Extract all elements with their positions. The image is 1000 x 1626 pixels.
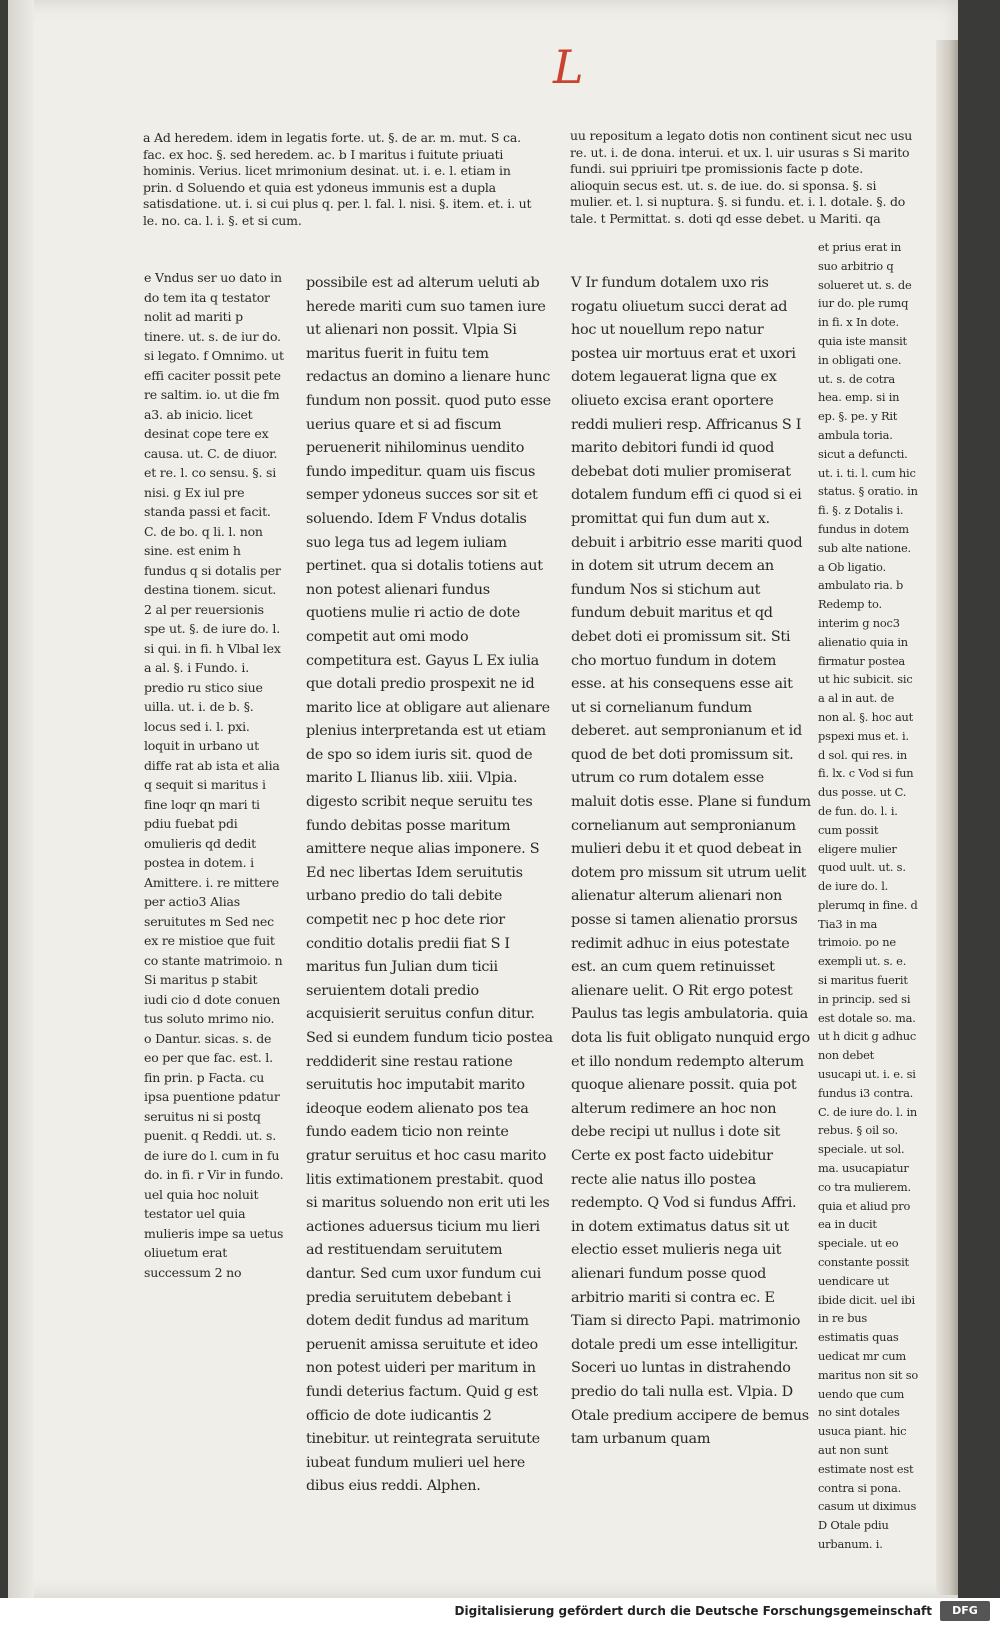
manuscript-page	[8, 0, 958, 1598]
folio-letter: L	[553, 40, 584, 94]
top-left-gloss: a Ad heredem. idem in legatis forte. ut. §. de ar. m. mut. S ca. fac. ex hoc. §. sed heredem. ac. b I maritus i fuitute priuati hominis. Verius. licet mrimonium desinat. ut. i. e. l. etiam in prin. d Soluendo et quia est ydoneus immunis est a dupla satisdatione. ut. i. si cui plus q. per. l. fal. l. nisi. §. item. et. i. ut le. no. ca. l. i. §. et si cum.	[143, 130, 532, 228]
main-text-column-1: possibile est ad alterum ueluti ab herede mariti cum suo tamen iure ut alienari non possit. Vlpia Si maritus fuerit in fuitu tem redactus an domino a lienare hunc fundum non possit. quod puto esse uerius quare et si ad fiscum peruenerit nihilominus uendito fundo impeditur. quam uis fiscus semper ydoneus succes sor sit et soluendo. Idem F Vndus dotalis suo lega tus ad legem iuliam pertinet. qua si dotalis totiens aut non potest alienari fundus quotiens mulie ri actio de dote competit aut omi modo competitura est. Gayus L Ex iulia que dotali predio prospexit ne id marito lice at obligare aut alienare plenius interpretanda est ut etiam de spo so idem iuris sit. quod de marito L Ilianus lib. xiii. Vlpia. digesto scribit neque seruitu tes fundo debitas posse maritum amittere neque alias imponere. S Ed nec libertas Idem seruitutis urbano predio do tali debite competit nec p hoc dete rior conditio dotalis predii fiat S I maritus fun Julian dum ticii seruientem dotali predio acquisierit seruitus confun ditur. Sed si eundem fundum ticio postea reddiderit sine restau ratione seruitutis hoc imputabit marito ideoque eodem alienato pos tea fundo eadem ticio non reinte gratur seruitus et hoc casu marito litis extimationem prestabit. quod si maritus soluendo non erit uti les actiones aduersus ticium mu lieri ad restituendam seruitutem dantur. Sed cum uxor fundum cui predia seruitutem debebant i dotem dedit fundus ad maritum peruenit amissa seruitute et ideo non potest uideri per maritum in fundi deterius factum. Quid g est officio de dote iudicantis 2 tinebitur. ut reintegrata seruitute iubeat fundum mulieri uel here dibus eius reddi. Alphen.	[306, 275, 553, 1495]
right-gloss-column: et prius erat in suo arbitrio q solueret ut. s. de iur do. ple rumq in fi. x In dote. quia iste mansit in obligati one. ut. s. de cotra hea. emp. si in ep. §. pe. y Rit ambula toria. sicut a defuncti. ut. i. ti. l. cum hic status. § oratio. in fi. §. z Dotalis i. fundus in dotem sub alte natione. a Ob ligatio. ambulato ria. b Redemp to. interim g noc3 alienatio quia in firmatur postea ut hic subicit. sic a al in aut. de non al. §. hoc aut pspexi mus et. i. d sol. qui res. in fi. lx. c Vod si fun dus posse. ut C. de fun. do. l. i. cum possit eligere mulier quod uult. ut. s. de iure do. l. plerumq in fine. d Tia3 in ma trimoio. po ne exempli ut. s. e. si maritus fuerit in princip. sed si est dotale so. ma. ut h dicit g adhuc non debet usucapi ut. i. e. si fundus i3 contra. C. de iure do. l. in rebus. § oil so. speciale. ut sol. ma. usucapiatur co tra mulierem. quia et aliud pro ea in ducit speciale. ut eo constante possit uendicare ut ibide dicit. uel ibi in re bus estimatis quas uedicat mr cum maritus non sit so uendo que cum no sint dotales usuca piant. hic aut non sunt estimate nost est contra si pona. casum ut diximus D Otale pdiu urbanum. i.	[818, 240, 919, 1551]
funding-credit: Digitalisierung gefördert durch die Deutsche Forschungsgemeinschaft	[454, 1604, 932, 1618]
dfg-logo: DFG	[940, 1601, 990, 1621]
page-fore-edge	[936, 40, 958, 1595]
page-gutter	[8, 0, 34, 1598]
digitization-footer	[0, 1598, 1000, 1626]
main-text-column-2: V Ir fundum dotalem uxo ris rogatu oliuetum succi derat ad hoc ut nouellum repo natur postea uir mortuus erat et uxori dotem legauerat ligna que ex oliueto excisa erant oportere reddi mulieri resp. Affricanus S I marito debitori fundi id quod debebat doti mulier promiserat dotalem fundum effi ci quod si ei promittat qui fun dum aut x. debuit i arbitrio esse mariti quod in dotem sit utrum decem an fundum Nos si stichum aut fundum debuit maritus et qd debet doti ei promissum sit. Sti cho mortuo fundum in dotem esse. at his consequens esse ait ut si cornelianum fundum deberet. aut sempronianum et id quod de bet doti promissum sit. utrum co rum dotalem esse maluit dotis esse. Plane si fundum cornelianum aut sempronianum mulieri debu it et quod debeat in dotem pro missum sit utrum uelit alienatur alterum alienari non posse si tamen alienatio prorsus redimit adhuc in eius potestate est. an cum quem retinuisset alienare uelit. O Rit ergo potest Paulus tas legis ambulatoria. quia dota lis fuit obligato nunquid ergo et illo nondum redempto alterum quoque alienare possit. quia pot alterum redimere an hoc non debe recipi ut nullus i dote sit Certe ex post facto uidebitur recte alie natus illo postea redempto. Q Vod si fundus Affri. in dotem extimatus datus sit ut electio esset mulieris nega uit alienari fundum posse quod arbitrio mariti si contra ec. E Tiam si directo Papi. matrimonio dotale predi um esse intelligitur. Soceri uo luntas in distrahendo predio do tali nulla est. Vlpia. D Otale predium accipere de bemus tam urbanum quam	[571, 275, 811, 1448]
left-gloss-column: e Vndus ser uo dato in do tem ita q testator nolit ad mariti p tinere. ut. s. de iur do. si legato. f Omnimo. ut effi caciter possit pete re saltim. io. ut die fm a3. ab inicio. licet desinat cope tere ex causa. ut. C. de diuor. et re. l. co sensu. §. si nisi. g Ex iul pre standa passi et facit. C. de bo. q li. l. non sine. est enim h fundus q si dotalis per destina tionem. sicut. 2 al per reuersionis spe ut. §. de iure do. l. si qui. in fi. h Vlbal lex a al. §. i Fundo. i. predio ru stico siue uilla. ut. i. de b. §. locus sed i. l. pxi. loquit in urbano ut diffe rat ab ista et alia q sequit si maritus i fine loqr qn mari ti pdiu fuebat pdi omulieris qd dedit postea in dotem. i Amittere. i. re mittere per actio3 Alias seruitutes m Sed nec ex re mistioe que fuit co stante matrimoio. n Si maritus p stabit iudi cio d dote conuen tus soluto mrimo nio. o Dantur. sicas. s. de eo per que fac. est. l. fin prin. p Facta. cu ipsa puentione pdatur seruitus ni si postq puenit. q Reddi. ut. s. de iure do l. cum in fu do. in fi. r Vir in fundo. uel quia hoc noluit testator uel quia mulieris impe sa uetus oliuetum erat successum 2 no	[144, 270, 284, 1280]
top-right-gloss: uu repositum a legato dotis non continent sicut nec usu re. ut. i. de dona. interui. et ux. l. uir usuras s Si marito fundi. sui ppriuiri tpe promissionis facte p dote. alioquin secus est. ut. s. de iue. do. si sponsa. §. si mulier. et. l. si nuptura. §. si fundu. et. i. l. dotale. §. do tale. t Permittat. s. doti qd esse debet. u Mariti. qa	[570, 128, 913, 226]
